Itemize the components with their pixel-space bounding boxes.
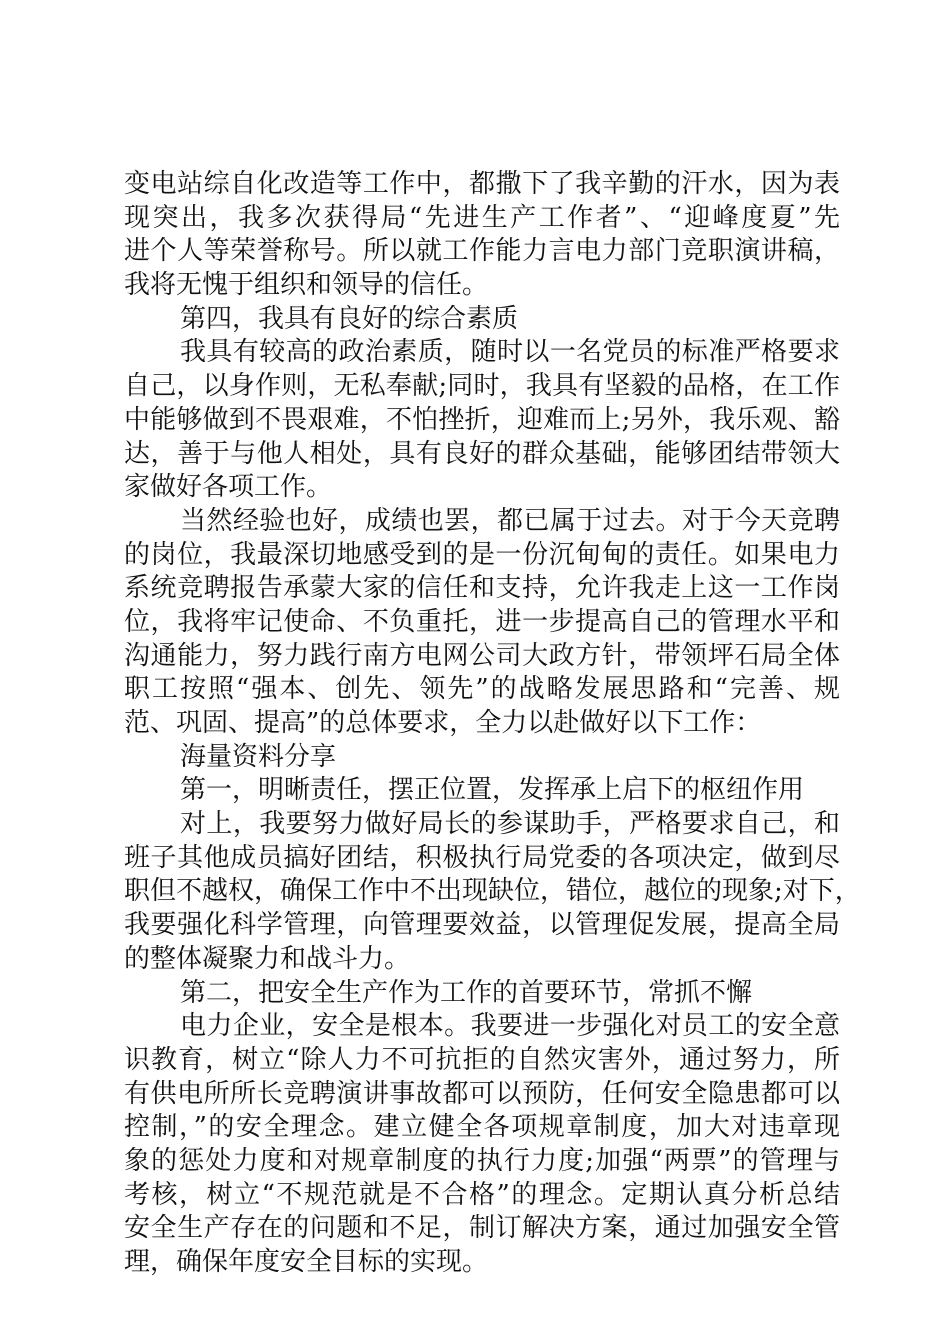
- text-line: 象的惩处力度和对规章制度的执行力度;加强“两票”的管理与: [124, 1145, 840, 1176]
- text-line: 家做好各项工作。: [124, 472, 333, 503]
- text-line: 对上，我要努力做好局长的参谋助手，严格要求自己，和: [180, 809, 840, 840]
- text-line: 现突出，我多次获得局“先进生产工作者”、“迎峰度夏”先: [124, 202, 840, 233]
- text-line: 的整体凝聚力和战斗力。: [124, 943, 411, 974]
- text-line: 范、巩固、提高”的总体要求，全力以赴做好以下工作：: [124, 708, 762, 738]
- text-line: 理，确保年度安全目标的实现。: [124, 1247, 489, 1277]
- text-line: 位，我将牢记使命、不负重托，进一步提高自己的管理水平和: [124, 606, 840, 637]
- text-line: 第四，我具有良好的综合素质: [180, 303, 519, 334]
- text-line: 安全生产存在的问题和不足，制订解决方案，通过加强安全管: [124, 1213, 840, 1244]
- text-line: 海量资料分享: [180, 741, 337, 772]
- text-line: 中能够做到不畏艰难，不怕挫折，迎难而上;另外，我乐观、豁: [124, 404, 840, 435]
- text-line: 进个人等荣誉称号。所以就工作能力言电力部门竞职演讲稿，: [124, 236, 840, 267]
- text-line: 控制，”的安全理念。建立健全各项规章制度，加大对违章现: [124, 1112, 840, 1143]
- text-line: 系统竞聘报告承蒙大家的信任和支持，允许我走上这一工作岗: [124, 573, 840, 604]
- text-line: 职但不越权，确保工作中不出现缺位，错位，越位的现象;对下，: [124, 876, 861, 907]
- text-line: 变电站综自化改造等工作中，都撒下了我辛勤的汗水，因为表: [124, 169, 840, 199]
- text-line: 我将无愧于组织和领导的信任。: [124, 270, 489, 301]
- text-line: 我要强化科学管理，向管理要效益，以管理促发展，提高全局: [124, 910, 840, 941]
- text-line: 的岗位，我最深切地感受到的是一份沉甸甸的责任。如果电力: [124, 539, 840, 570]
- text-line: 第一，明晰责任，摆正位置，发挥承上启下的枢纽作用: [180, 775, 805, 806]
- document-body-text: [124, 168, 861, 1280]
- text-line: 职工按照“强本、创先、领先”的战略发展思路和“完善、规: [124, 674, 840, 705]
- text-line: 有供电所所长竞聘演讲事故都可以预防，任何安全隐患都可以: [124, 1078, 840, 1109]
- text-line: 班子其他成员搞好团结，积极执行局党委的各项决定，做到尽: [124, 842, 840, 873]
- text-line: 当然经验也好，成绩也罢，都已属于过去。对于今天竞聘: [180, 505, 840, 536]
- text-line: 识教育，树立“除人力不可抗拒的自然灾害外，通过努力，所: [124, 1044, 840, 1075]
- text-line: 沟通能力，努力践行南方电网公司大政方针，带领坪石局全体: [124, 640, 840, 671]
- text-line: 电力企业，安全是根本。我要进一步强化对员工的安全意: [180, 1011, 840, 1042]
- text-line: 我具有较高的政治素质，随时以一名党员的标准严格要求: [180, 337, 840, 368]
- text-line: 达，善于与他人相处，具有良好的群众基础，能够团结带领大: [124, 438, 840, 469]
- text-line: 第二，把安全生产作为工作的首要环节，常抓不懈: [180, 977, 753, 1008]
- text-line: 自己，以身作则，无私奉献;同时，我具有坚毅的品格，在工作: [124, 371, 840, 402]
- text-line: 考核，树立“不规范就是不合格”的理念。定期认真分析总结: [124, 1179, 840, 1210]
